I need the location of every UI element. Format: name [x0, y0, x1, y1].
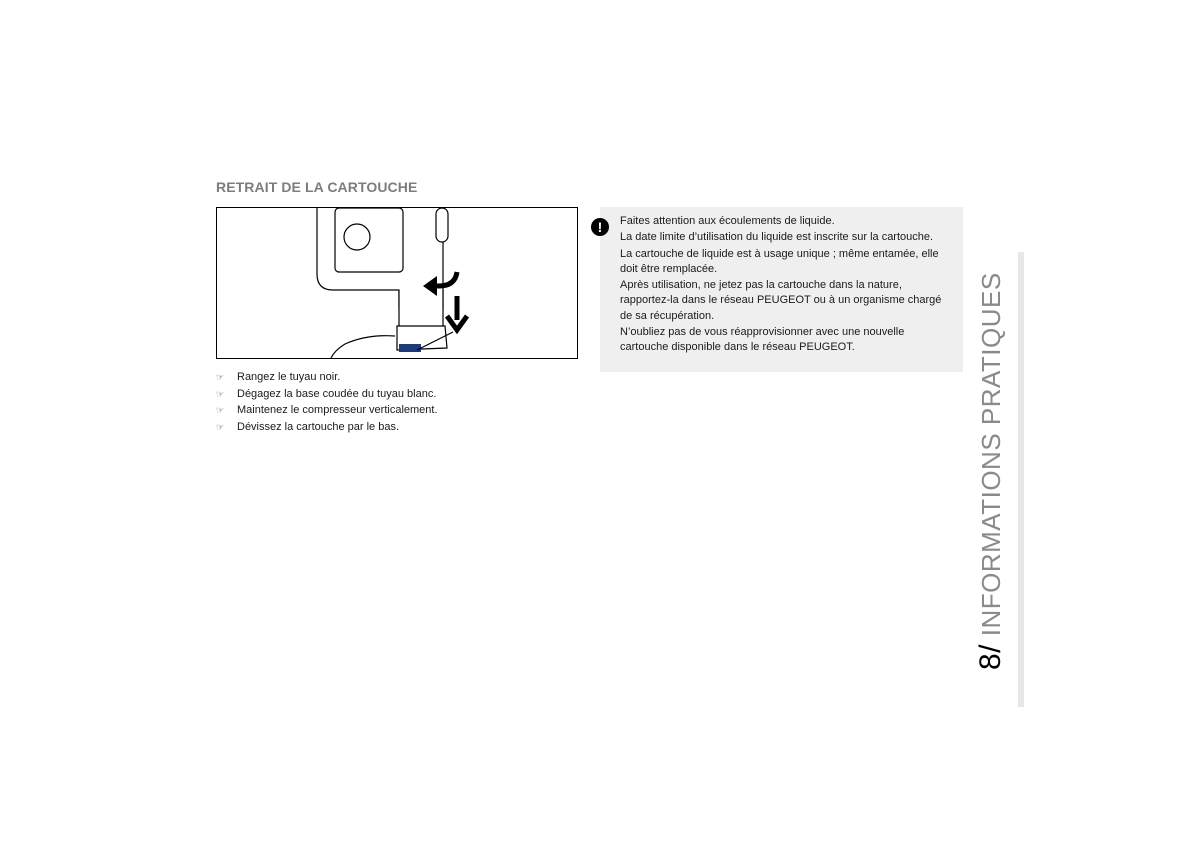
chapter-number: 8/: [974, 643, 1007, 670]
warning-paragraph: Faites attention aux écoulements de liquide.: [620, 215, 835, 227]
warning-paragraph: La date limite d’utilisation du liquide est inscrite sur la cartouche.: [620, 231, 934, 244]
section-title: RETRAIT DE LA CARTOUCHE: [216, 179, 418, 195]
pointing-hand-icon: ☞: [216, 372, 225, 382]
compressor-slot: [436, 208, 448, 242]
warning-paragraph: N’oubliez pas de vous réapprovisionner avec une nouvelle cartouche disponible dans le réseau PEUGEOT.: [620, 326, 905, 354]
step-text: Dégagez la base coudée du tuyau blanc.: [237, 387, 437, 400]
step-text: Dévissez la cartouche par le bas.: [237, 420, 400, 433]
warning-paragraph: La cartouche de liquide est à usage unique ; même entamée, elle doit être remplacée.: [620, 247, 939, 275]
chapter-title: INFORMATIONS PRATIQUES: [976, 272, 1006, 637]
cartridge-removal-illustration: [216, 207, 578, 359]
exclamation-icon: !: [591, 218, 609, 236]
white-hose: [331, 336, 395, 358]
warning-paragraph: Après utilisation, ne jetez pas la cartouche dans la nature, rapportez-la dans le réseau PEUGEOT ou à un organisme chargé de sa récupération.: [620, 279, 942, 322]
list-item: [216, 369, 438, 386]
step-text: Rangez le tuyau noir.: [237, 371, 341, 383]
warning-text: [620, 214, 955, 357]
compressor-knob: [344, 224, 370, 250]
chapter-tab-bar: [1018, 252, 1024, 707]
chapter-heading: [974, 272, 1008, 670]
list-item: [216, 419, 438, 436]
step-list: [216, 369, 438, 435]
list-item: [216, 386, 438, 403]
cartridge-seal: [399, 344, 421, 352]
pointing-hand-icon: ☞: [216, 421, 225, 432]
down-arrow-icon: [447, 296, 467, 330]
list-item: [216, 402, 438, 419]
pointing-hand-icon: ☞: [216, 405, 225, 415]
pointing-hand-icon: ☞: [216, 388, 225, 399]
step-text: Maintenez le compresseur verticalement.: [237, 404, 438, 416]
